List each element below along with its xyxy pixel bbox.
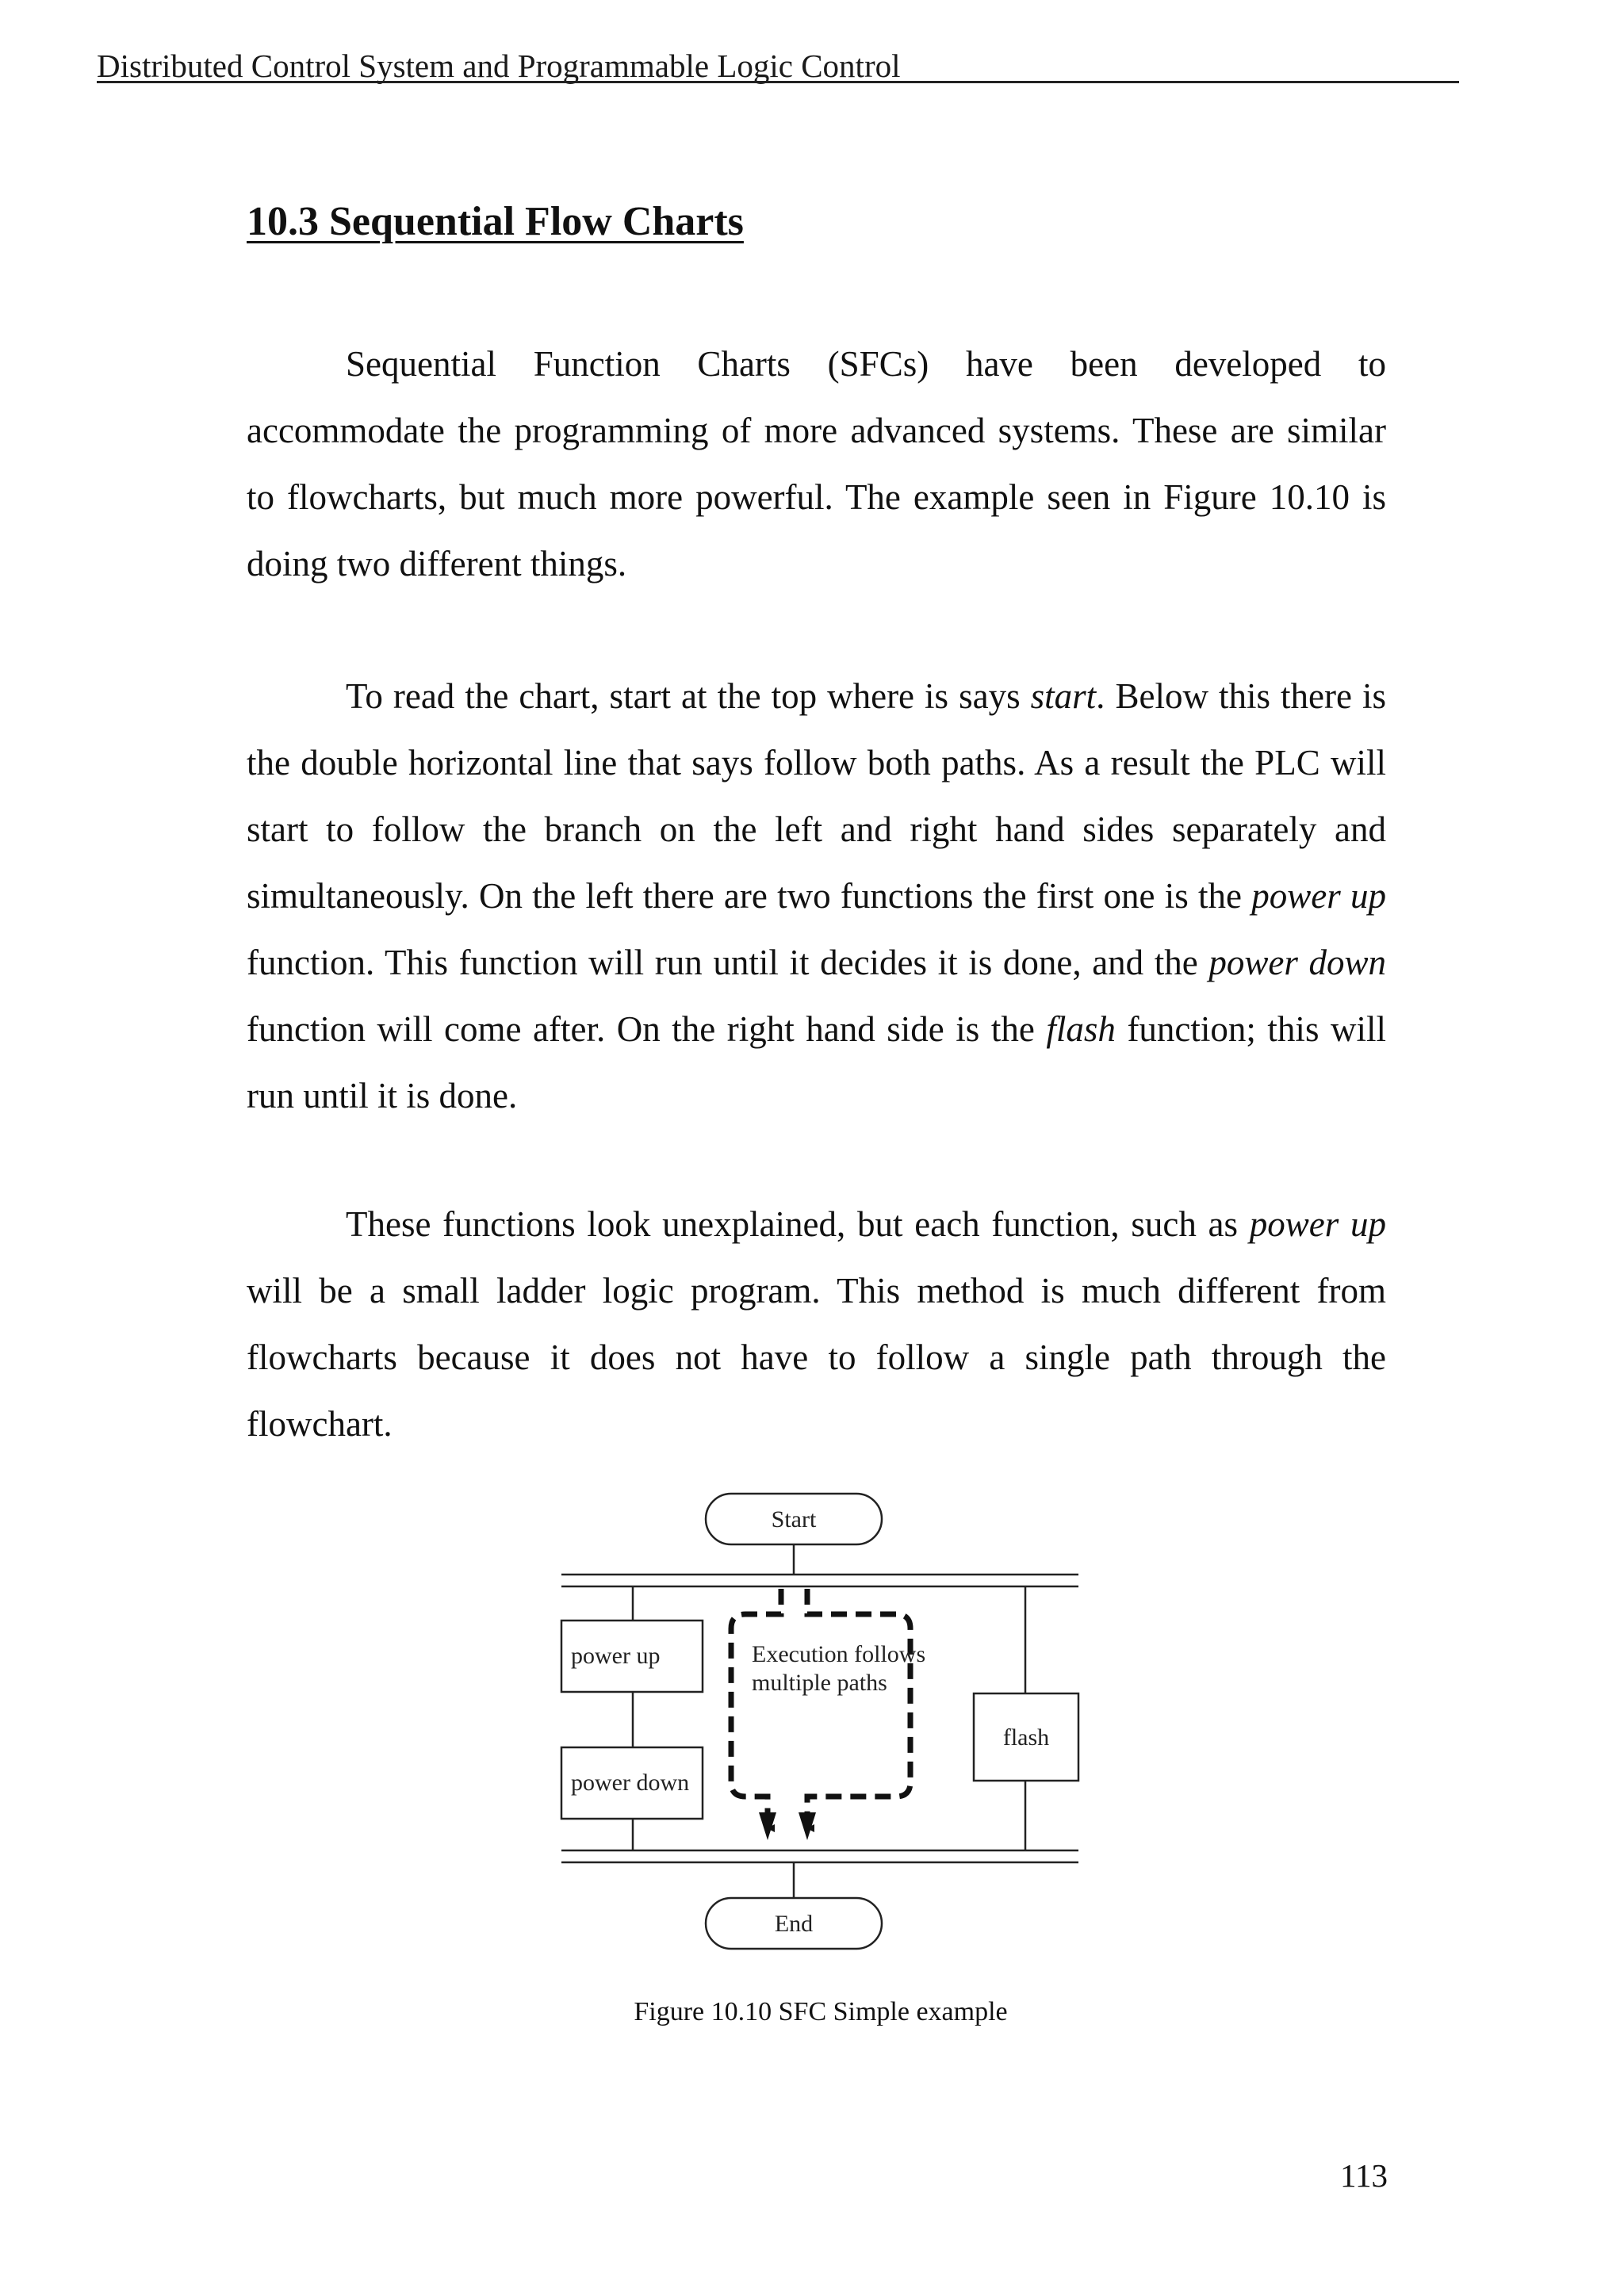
paragraph-2 — [247, 663, 1386, 1129]
figure-caption: Figure 10.10 SFC Simple example — [634, 1997, 1008, 2026]
emphasis-start: start — [1030, 676, 1097, 716]
sfc-figure — [555, 1487, 1086, 1963]
page-number: 113 — [1340, 2157, 1388, 2194]
paragraph-3 — [247, 1191, 1386, 1457]
execution-path-left — [731, 1589, 781, 1828]
emphasis-power-up: power up — [1251, 876, 1387, 916]
arrow-down-icon — [799, 1812, 816, 1840]
section-title: 10.3 Sequential Flow Charts — [247, 199, 744, 244]
paragraph-2-text: function; this will run until it is done. — [247, 1009, 1386, 1115]
arrow-down-icon — [759, 1812, 776, 1840]
paragraph-2-text: function will come after. On the right hand side is the — [247, 1009, 1047, 1049]
emphasis-power-up: power up — [1249, 1204, 1386, 1244]
flash-label: flash — [1002, 1724, 1050, 1751]
start-label: Start — [771, 1506, 817, 1533]
paragraph-1: Sequential Function Charts (SFCs) have been developed to accommodate the programming of more advanced systems. These are similar to flowcharts, but much more powerful. The example seen in Figure 10.10 is doing two different things. — [247, 344, 1386, 584]
paragraph-2-text: . Below this there is the double horizontal line that says follow both paths. As a result the PLC will start to follow the branch on the left and right hand sides separately and simultaneously. On the left there are two functions the first one is the — [247, 676, 1386, 916]
paragraph-2-text: To read the chart, start at the top where is says — [346, 676, 1031, 716]
header-rule — [97, 81, 1459, 83]
power-down-label: power down — [571, 1770, 690, 1796]
execution-note-line-1: Execution follows — [752, 1641, 926, 1667]
sfc-diagram — [555, 1487, 1086, 1963]
running-header: Distributed Control System and Programmable Logic Control — [97, 48, 901, 84]
power-up-label: power up — [571, 1643, 661, 1669]
emphasis-power-down: power down — [1208, 943, 1386, 982]
paragraph-2-text: function. This function will run until it decides it is done, and the — [247, 943, 1209, 982]
end-label: End — [774, 1911, 814, 1937]
execution-note-line-2: multiple paths — [752, 1670, 887, 1696]
emphasis-flash: flash — [1046, 1009, 1116, 1049]
paragraph-3-text: These functions look unexplained, but each function, such as — [346, 1204, 1250, 1244]
execution-path-right — [807, 1589, 910, 1828]
paragraph-3-text: will be a small ladder logic program. This method is much different from flowcharts because it does not have to follow a single path through the flowchart. — [247, 1271, 1386, 1444]
